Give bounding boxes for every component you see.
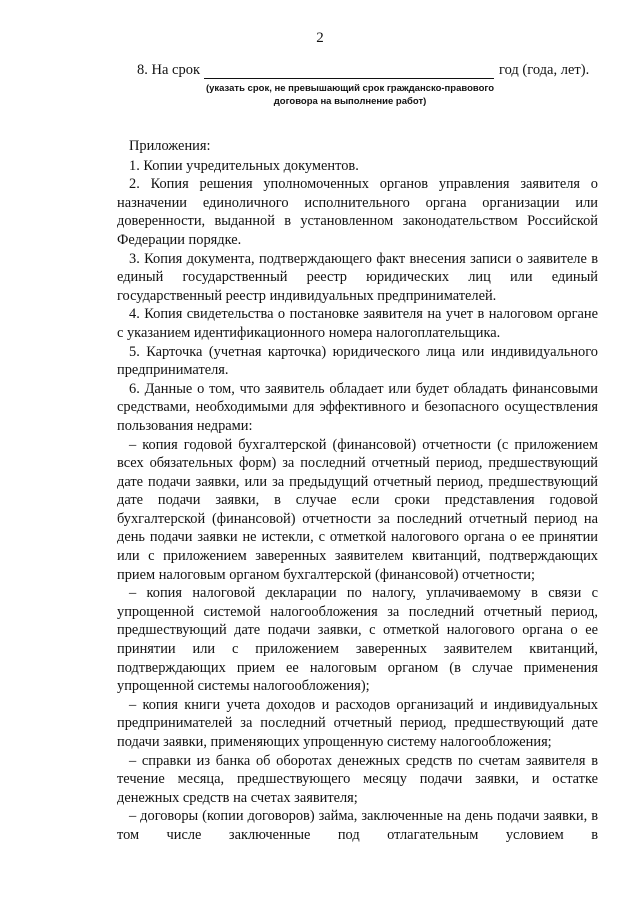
term-blank-line [204, 78, 494, 79]
page-number: 2 [316, 30, 324, 46]
attachment-subitem: – копия книги учета доходов и расходов организаций и индивидуальных предпринимателей за последний отчетный период, предшествующий дате подачи заявки, применяющих упрощенную систему налогообложения; [117, 696, 598, 750]
attachment-item: 1. Копии учредительных документов. [129, 157, 359, 174]
attachment-subitem: – копия годовой бухгалтерской (финансовой) отчетности (с приложением всех обязательных форм) за последний отчетный период, предшествующий дате подачи заявки, или за предыдущий отчетный период, предшествующий дате подачи заявки, в случае если сроки представления годовой бухгалтерской (финансовой) отчетности за последний отчетный период на день подачи заявки не истекли, с отметкой налогового органа о ее принятии или с приложением заверенных заявителем квитанций, подтверждающих прием налоговым органом бухгалтерской (финансовой) отчетности; [117, 436, 598, 583]
term-unit: год (года, лет). [499, 62, 590, 78]
attachments-heading: Приложения: [129, 138, 211, 154]
attachment-item: 6. Данные о том, что заявитель обладает или будет обладать финансовыми средствами, необходимыми для эффективного и безопасного осуществления пользования недрами: [117, 380, 598, 434]
attachment-subitem: – договоры (копии договоров) займа, заключенные на день подачи заявки, в том числе заключенные под отлагательным условием в [117, 808, 598, 843]
attachment-subitem: – копия налоговой декларации по налогу, уплачиваемому в связи с упрощенной системой налогообложения за последний отчетный период, предшествующий дате подачи заявки, с отметкой налогового органа о ее принятии или с приложением заверенных заявителем квитанций, подтверждающих прием ее налоговым органом (в случае применения упрощенной системы налогообложения); [117, 585, 598, 695]
attachment-item: 2. Копия решения уполномоченных органов управления заявителя о назначении единоличного исполнительного органа организации или доверенности, выданной в установленном законодательством Российской Федерации порядке. [117, 176, 598, 248]
attachment-item: 5. Карточка (учетная карточка) юридического лица или индивидуального предпринимателя. [117, 343, 598, 379]
attachment-subitem: – справки из банка об оборотах денежных средств по счетам заявителя в течение месяца, предшествующего месяцу подачи заявки, и остатке денежных средств на счетах заявителя; [117, 752, 598, 806]
term-line [137, 62, 607, 79]
attachment-item: 4. Копия свидетельства о постановке заявителя на учет в налоговом органе с указанием идентификационного номера налогоплательщика. [117, 306, 598, 341]
term-label: 8. На срок [137, 62, 201, 78]
attachment-item: 3. Копия документа, подтверждающего факт внесения записи о заявителе в единый государственный реестр юридических лиц или единый государственный реестр индивидуальных предпринимателей. [117, 250, 598, 304]
attachments-section [117, 137, 598, 845]
term-note: (указать срок, не превышающий срок гражданско-правового договора на выполнение работ) [205, 83, 495, 107]
